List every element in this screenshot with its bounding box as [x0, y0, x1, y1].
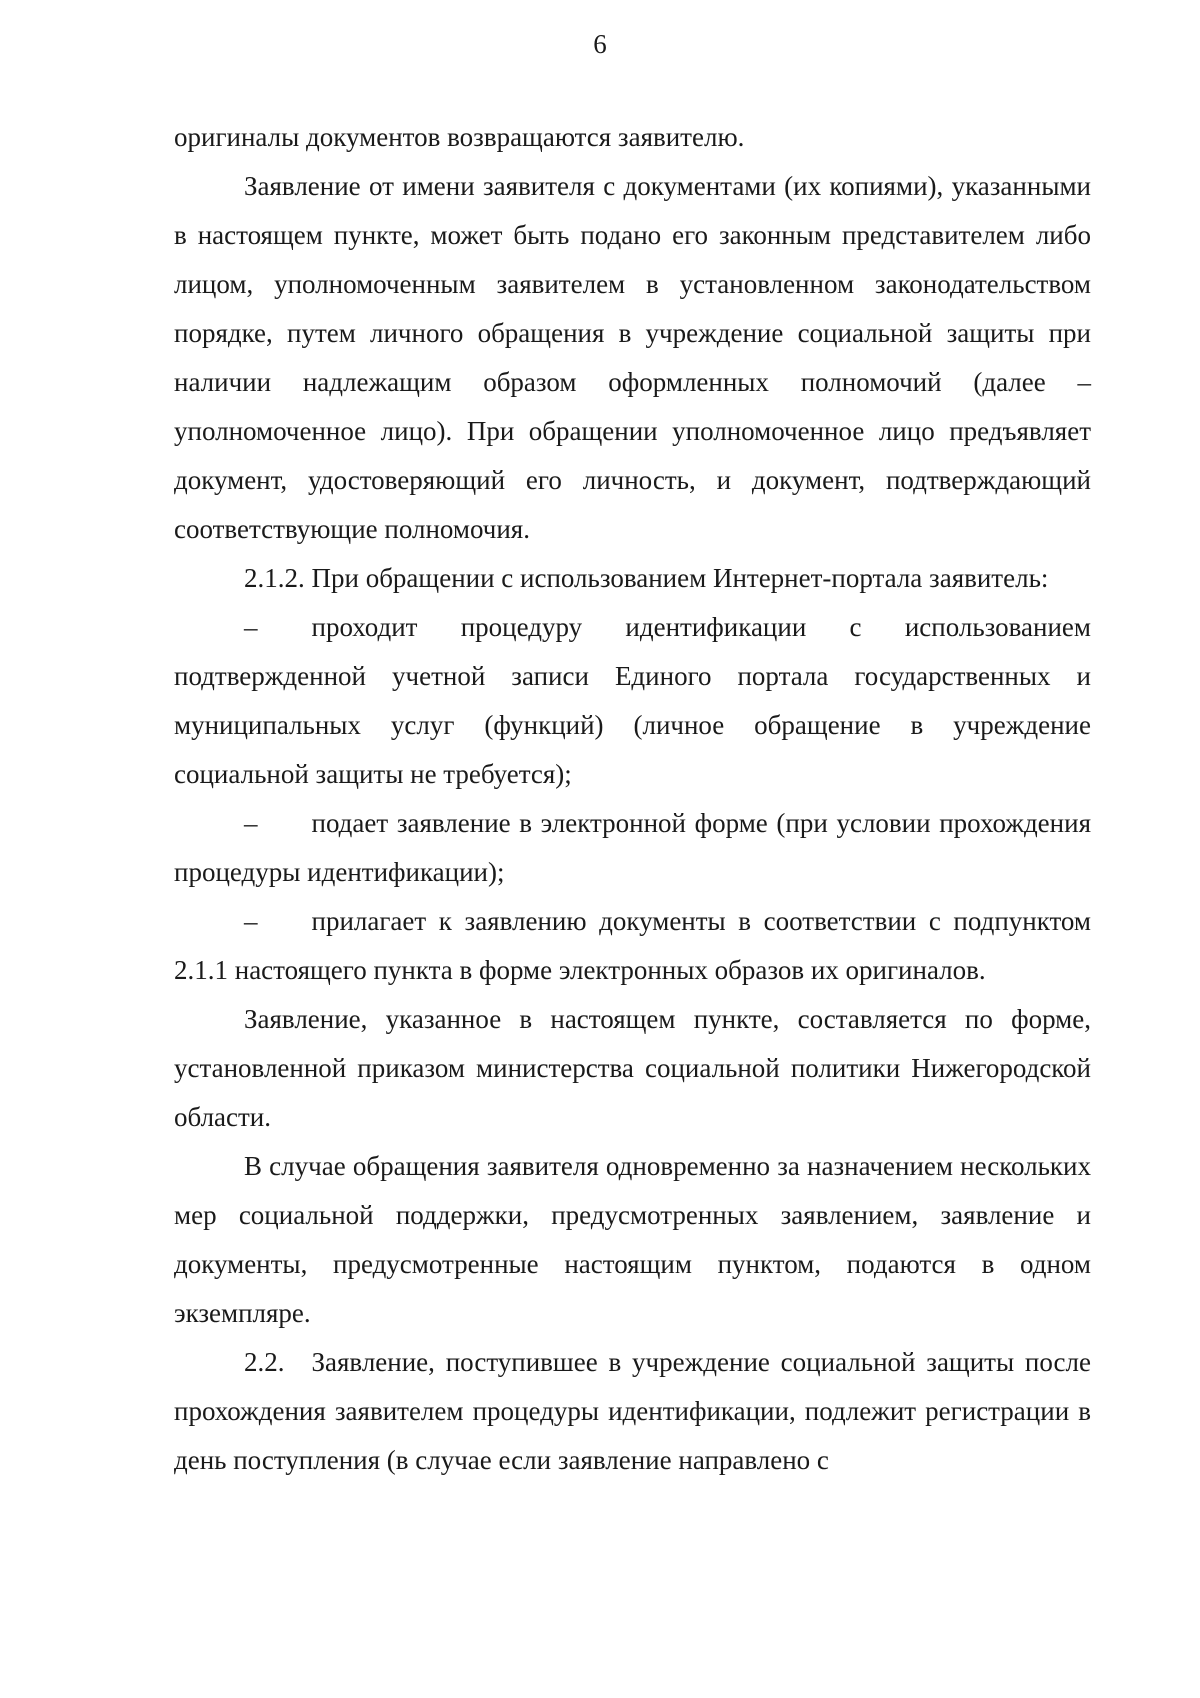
paragraph-section-2-1-2: 2.1.2. При обращении с использованием Интернет-портала заявитель:	[244, 563, 1049, 593]
paragraph-section-2-2: 2.2. Заявление, поступившее в учреждение социальной защиты после прохождения заявителем процедуры идентификации, подлежит регистрации в день поступления (в случае если заявление направлено с	[174, 1347, 1091, 1475]
paragraph: Заявление от имени заявителя с документами (их копиями), указанными в настоящем пункте, может быть подано его законным представителем либо лицом, уполномоченным заявителем в установленном законодательством порядке, путем личного обращения в учреждение социальной защиты при наличии надлежащим образом оформленных полномочий (далее – уполномоченное лицо). При обращении уполномоченное лицо предъявляет документ, удостоверяющий его личность, и документ, подтверждающий соответствующие полномочия.	[174, 171, 1091, 544]
paragraph: Заявление, указанное в настоящем пункте, составляется по форме, установленной приказом министерства социальной политики Нижегородской области.	[174, 1004, 1091, 1132]
list-item: – проходит процедуру идентификации с использованием подтвержденной учетной записи Единого портала государственных и муниципальных услуг (функций) (личное обращение в учреждение социальной защиты не требуется);	[174, 612, 1091, 789]
list-item: – подает заявление в электронной форме (при условии прохождения процедуры идентификации);	[174, 808, 1091, 887]
document-body	[174, 113, 1091, 1485]
page-number: 6	[593, 29, 607, 59]
paragraph: В случае обращения заявителя одновременно за назначением нескольких мер социальной поддержки, предусмотренных заявлением, заявление и документы, предусмотренные настоящим пунктом, подаются в одном экземпляре.	[174, 1151, 1091, 1328]
paragraph: оригиналы документов возвращаются заявителю.	[174, 122, 745, 152]
list-item: – прилагает к заявлению документы в соответствии с подпунктом 2.1.1 настоящего пункта в форме электронных образов их оригиналов.	[174, 906, 1091, 985]
